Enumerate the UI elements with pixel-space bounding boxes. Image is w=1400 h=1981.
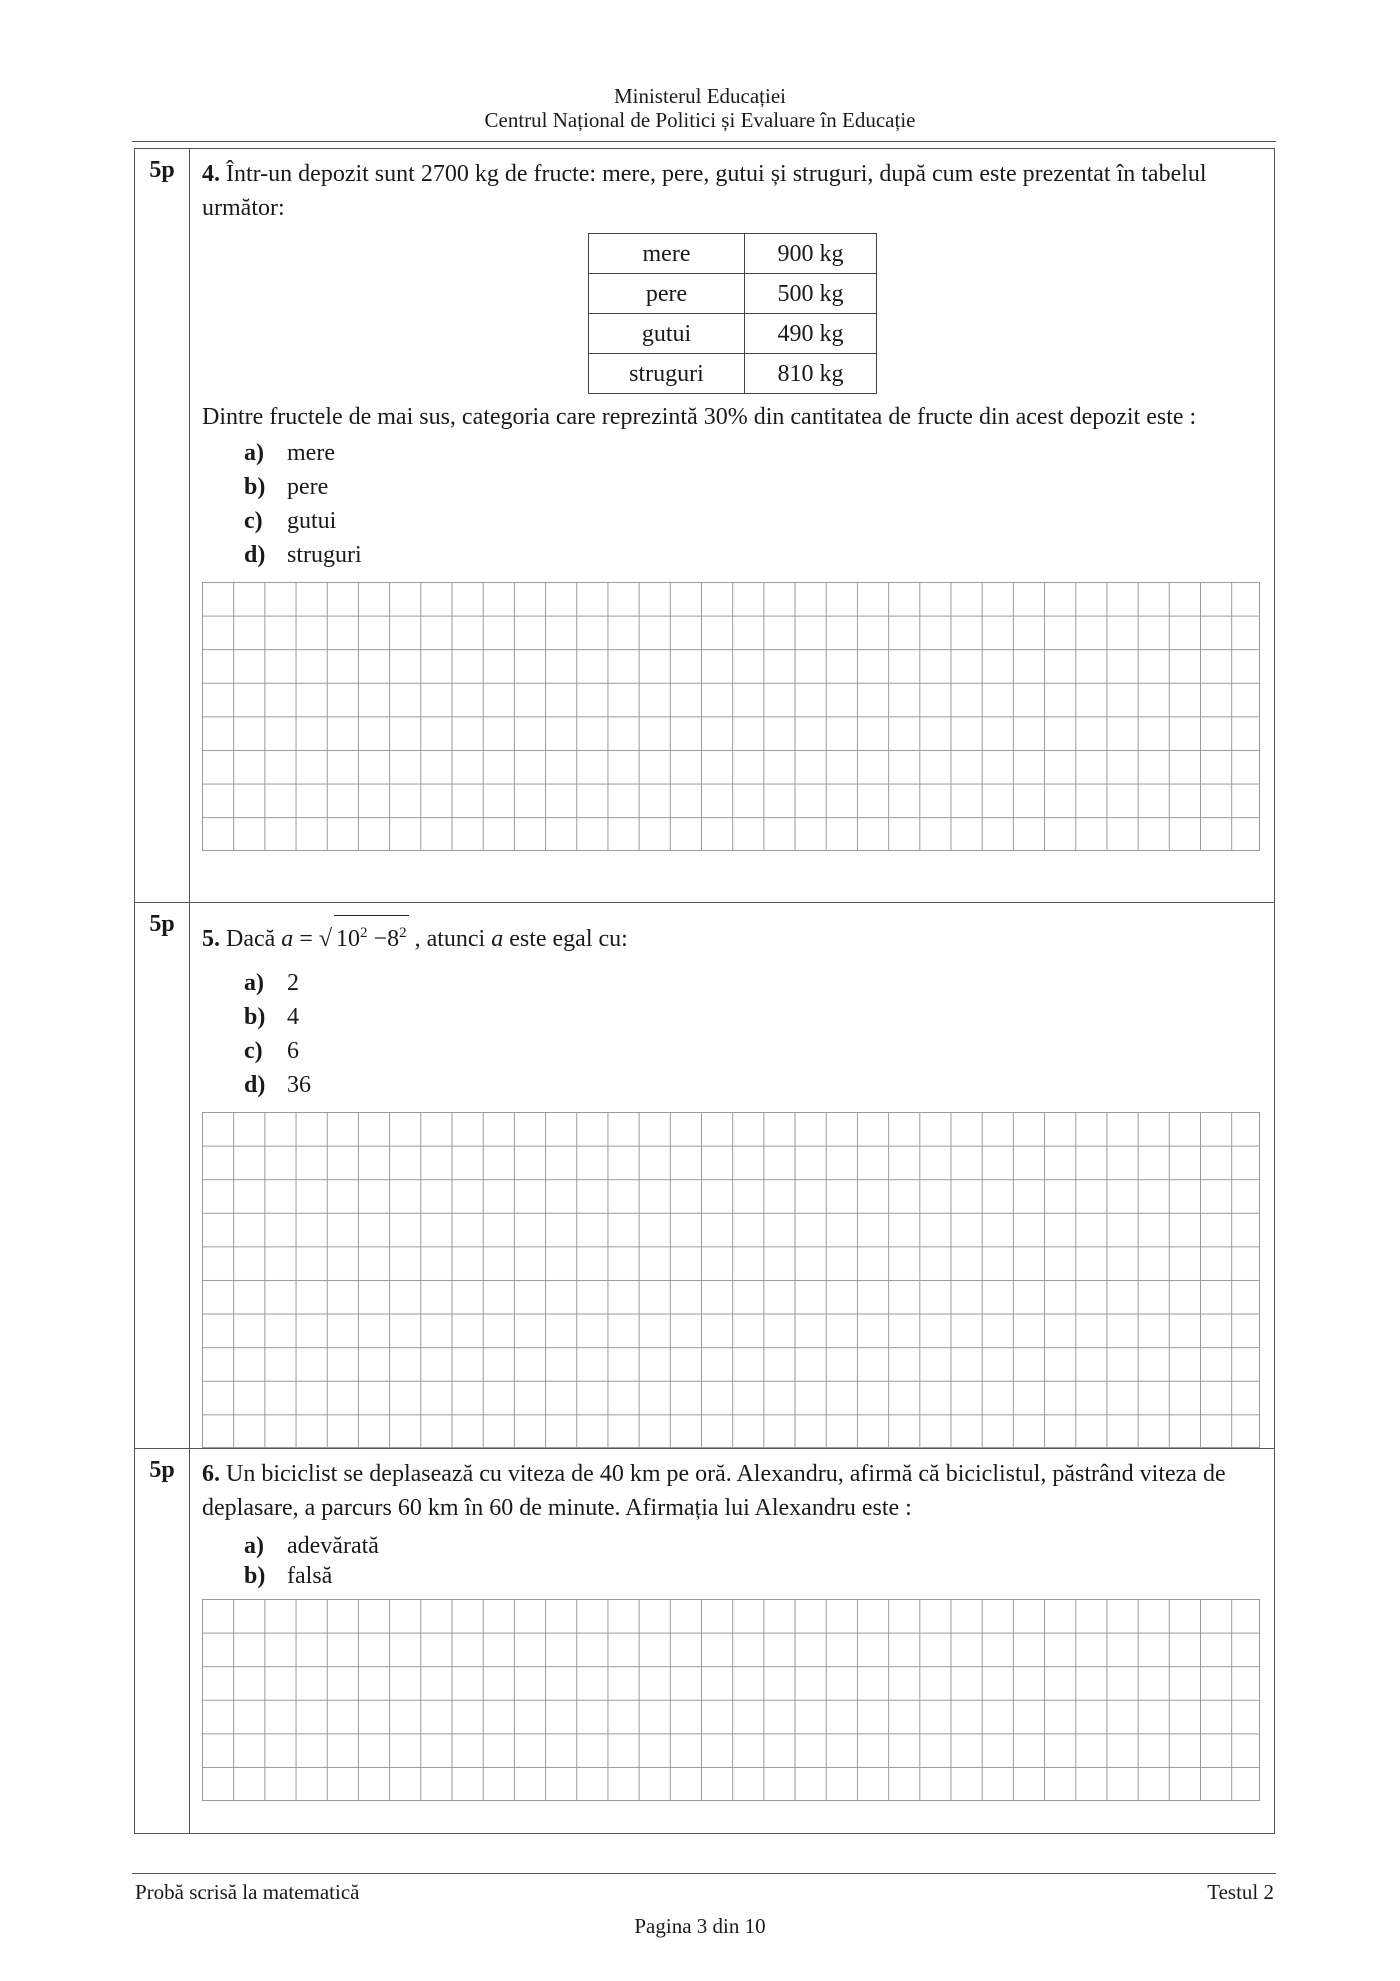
- option-letter: d): [244, 1072, 266, 1098]
- question-text-part: de minute. Afirmația lui Alexandru este :: [513, 1495, 912, 1521]
- question-content: [190, 1449, 1275, 1834]
- question-text-part: de fructe: mere, pere, gutui și struguri, după cum este prezentat în tabelul următor:: [202, 161, 1207, 221]
- option-d[interactable]: [244, 1068, 1262, 1102]
- option-letter: b): [244, 1004, 266, 1030]
- question-number: 6.: [202, 1461, 220, 1487]
- sqrt-radicand: [334, 915, 409, 956]
- fruit-name: mere: [589, 234, 745, 274]
- question-text: [202, 915, 1262, 956]
- footer-subject: Probă scrisă la matematică: [135, 1880, 360, 1904]
- option-text: 4: [287, 1004, 299, 1030]
- option-a[interactable]: [244, 966, 1262, 1000]
- base-1: 10: [336, 926, 361, 952]
- exponent-1: 2: [360, 925, 368, 941]
- points-cell: 5p: [135, 149, 190, 903]
- fruit-row: [589, 274, 877, 314]
- question-content: [190, 903, 1275, 1449]
- scratch-grid[interactable]: [202, 1599, 1260, 1801]
- option-d[interactable]: [244, 538, 1262, 572]
- question-content: [190, 149, 1275, 903]
- center-name: Centrul Național de Politici și Evaluare în Educație: [484, 108, 916, 132]
- answer-options: [244, 966, 1262, 1102]
- fruit-name: gutui: [589, 314, 745, 354]
- scratch-grid[interactable]: [202, 582, 1260, 851]
- option-letter: d): [244, 542, 266, 568]
- points-cell: 5p: [135, 903, 190, 1449]
- percent-value: 30%: [703, 404, 748, 430]
- scratch-grid[interactable]: [202, 1112, 1260, 1448]
- option-letter: a): [244, 440, 264, 466]
- question-number: 4.: [202, 161, 220, 187]
- option-letter: b): [244, 1563, 266, 1589]
- fruit-name: pere: [589, 274, 745, 314]
- answer-options: [244, 1531, 1262, 1591]
- exponent-2: 2: [399, 925, 407, 941]
- question-text: [202, 157, 1262, 225]
- question-row-4: [135, 149, 1275, 903]
- option-c[interactable]: [244, 504, 1262, 538]
- option-text: struguri: [287, 542, 362, 568]
- question-row-6: [135, 1449, 1275, 1834]
- option-b[interactable]: [244, 1561, 1262, 1591]
- mass-value: 2700: [420, 161, 469, 187]
- option-text: 6: [287, 1038, 299, 1064]
- points-cell: 5p: [135, 1449, 190, 1834]
- fruit-table: [588, 233, 877, 394]
- question-row-5: [135, 903, 1275, 1449]
- fruit-qty: 500 kg: [745, 274, 877, 314]
- page-header: [0, 84, 1400, 132]
- answer-options: [244, 436, 1262, 572]
- question-text-part: este egal cu:: [503, 926, 628, 952]
- question-text: [202, 1457, 1262, 1525]
- prompt-text-part: Dintre fructele de mai sus, categoria care reprezintă: [202, 404, 704, 430]
- ministry-name: Ministerul Educației: [613, 84, 787, 108]
- option-letter: a): [244, 1533, 264, 1559]
- fruit-qty: 810 kg: [745, 354, 877, 394]
- exam-questions-table: [134, 148, 1275, 1834]
- fruit-qty: 490 kg: [745, 314, 877, 354]
- header-divider: [132, 141, 1276, 142]
- fruit-name: struguri: [589, 354, 745, 394]
- sqrt-symbol: √: [318, 926, 333, 952]
- question-number: 5.: [202, 926, 220, 952]
- fruit-row: [589, 314, 877, 354]
- footer-test-number: Testul 2: [1207, 1880, 1274, 1904]
- mass-unit: kg: [474, 161, 499, 187]
- fruit-row: [589, 234, 877, 274]
- question-text-part: km pe oră. Alexandru, afirmă că biciclistul, păstrând viteza de deplasare, a parcurs: [202, 1461, 1226, 1521]
- option-c[interactable]: [244, 1034, 1262, 1068]
- distance-value: 60: [397, 1495, 422, 1521]
- option-a[interactable]: [244, 1531, 1262, 1561]
- question-text-part: Un biciclist se deplasează cu viteza de: [226, 1461, 600, 1487]
- fruit-qty: 900 kg: [745, 234, 877, 274]
- prompt-text-part: din cantitatea de fructe din acest depozit este :: [747, 404, 1197, 430]
- option-text: mere: [287, 440, 335, 466]
- question-text-part: , atunci: [414, 926, 492, 952]
- variable: a: [281, 926, 294, 952]
- option-a[interactable]: [244, 436, 1262, 470]
- option-letter: c): [244, 1038, 263, 1064]
- option-text: adevărată: [287, 1533, 379, 1559]
- question-text-part: km în: [427, 1495, 490, 1521]
- option-text: 2: [287, 970, 299, 996]
- option-letter: b): [244, 474, 266, 500]
- variable: a: [491, 926, 504, 952]
- fruit-row: [589, 354, 877, 394]
- option-text: falsă: [287, 1563, 333, 1589]
- option-b[interactable]: [244, 1000, 1262, 1034]
- minus-sign: −: [373, 926, 388, 952]
- option-text: gutui: [287, 508, 337, 534]
- option-b[interactable]: [244, 470, 1262, 504]
- option-text: pere: [287, 474, 329, 500]
- question-prompt: [202, 400, 1262, 434]
- speed-value: 40: [599, 1461, 624, 1487]
- question-text-part: Într-un depozit sunt: [226, 161, 421, 187]
- base-2: 8: [387, 926, 400, 952]
- footer-page-number: Pagina 3 din 10: [634, 1914, 766, 1938]
- option-letter: a): [244, 970, 264, 996]
- option-letter: c): [244, 508, 263, 534]
- footer-divider: [132, 1873, 1276, 1874]
- question-text-part: Dacă: [226, 926, 282, 952]
- minutes-value: 60: [489, 1495, 514, 1521]
- equals-sign: =: [299, 926, 313, 952]
- option-text: 36: [287, 1072, 311, 1098]
